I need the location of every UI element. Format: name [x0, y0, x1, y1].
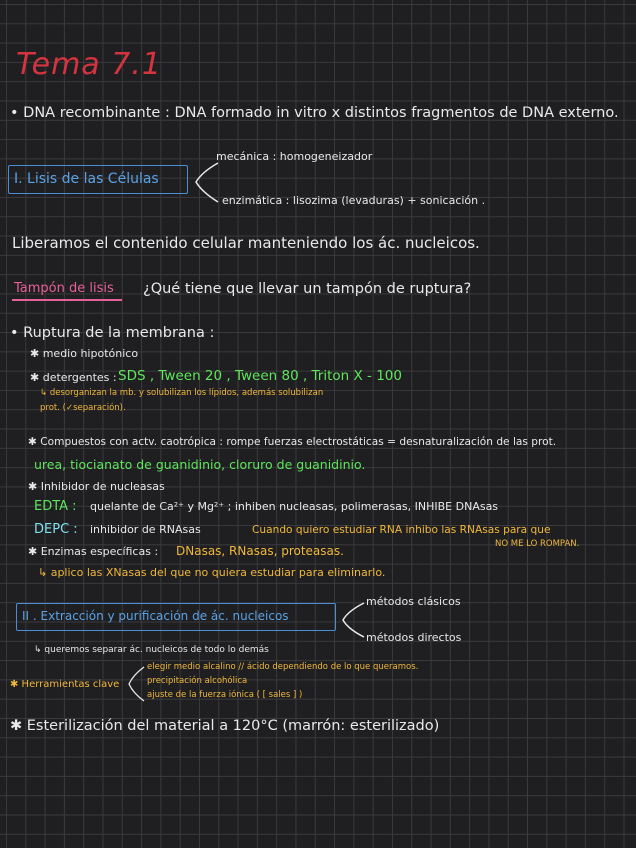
enzimas-list: DNasas, RNasas, proteasas. — [176, 544, 344, 558]
depc-note: Cuando quiero estudiar RNA inhibo las RNAsas para que — [252, 524, 551, 536]
section-2-brace — [340, 600, 368, 640]
tampon-question: ¿Qué tiene que llevar un tampón de ruptura? — [143, 281, 472, 297]
detergentes-note-1: ↳ desorganizan la mb. y solubilizan los lípidos, además solubilizan — [40, 388, 324, 398]
separar-line: ↳ queremos separar ác. nucleicos de todo lo demás — [34, 645, 269, 655]
detergentes-note-2: prot. (✓separación). — [40, 403, 126, 413]
caotropicos-line: ✱ Compuestos con actv. caotrópica : rompe fuerzas electrostáticas = desnaturalización de las prot. — [28, 436, 557, 448]
herramientas-label: ✱ Herramientas clave — [10, 679, 120, 690]
section-1-branch-top: mecánica : homogeneizador — [216, 150, 373, 163]
title: Tema 7.1 — [16, 47, 162, 82]
section-2-branch-bottom: métodos directos — [366, 631, 462, 644]
ruptura-heading: • Ruptura de la membrana : — [10, 325, 215, 341]
herramienta-item: ajuste de la fuerza iónica ( [ sales ] ) — [147, 690, 303, 700]
inhibidor-heading: ✱ Inhibidor de nucleasas — [28, 480, 165, 493]
medio-hipotonico: ✱ medio hipotónico — [30, 347, 139, 360]
dna-recombinante-line: • DNA recombinante : DNA formado in vitro x distintos fragmentos de DNA externo. — [10, 105, 619, 121]
enzimas-prefix: ✱ Enzimas específicas : — [28, 545, 159, 558]
section-1-brace — [192, 160, 222, 205]
depc-note-2: NO ME LO ROMPAN. — [495, 539, 580, 549]
enzimas-note: ↳ aplico las XNasas del que no quiera estudiar para eliminarlo. — [38, 566, 386, 579]
section-1-branch-bottom: enzimática : lisozima (levaduras) + sonicación . — [222, 194, 486, 207]
depc-text: inhibidor de RNAsas — [90, 523, 201, 536]
detergentes-prefix: ✱ detergentes : — [30, 371, 117, 384]
detergentes-list: SDS , Tween 20 , Tween 80 , Triton X - 100 — [118, 368, 402, 384]
tampon-label: Tampón de lisis — [14, 281, 114, 296]
depc-label: DEPC : — [34, 522, 78, 537]
section-2-label: II . Extracción y purificación de ác. nucleicos — [22, 609, 289, 623]
edta-label: EDTA : — [34, 499, 77, 514]
caotropicos-list: urea, tiocianato de guanidinio, cloruro de guanidinio. — [34, 457, 366, 472]
section-1-label: I. Lisis de las Células — [14, 171, 159, 187]
liberamos-line: Liberamos el contenido celular manteniendo los ác. nucleicos. — [12, 234, 480, 252]
edta-text: quelante de Ca²⁺ y Mg²⁺ ; inhiben nucleasas, polimerasas, INHIBE DNAsas — [90, 500, 499, 513]
tampon-underline — [12, 299, 122, 301]
herramienta-item: precipitación alcohólica — [147, 676, 248, 686]
section-2-branch-top: métodos clásicos — [366, 595, 461, 608]
esterilizacion-line: ✱ Esterilización del material a 120°C (marrón: esterilizado) — [10, 718, 440, 734]
herramientas-brace — [126, 664, 148, 704]
herramienta-item: elegir medio alcalino // ácido dependiendo de lo que queramos. — [147, 662, 419, 672]
